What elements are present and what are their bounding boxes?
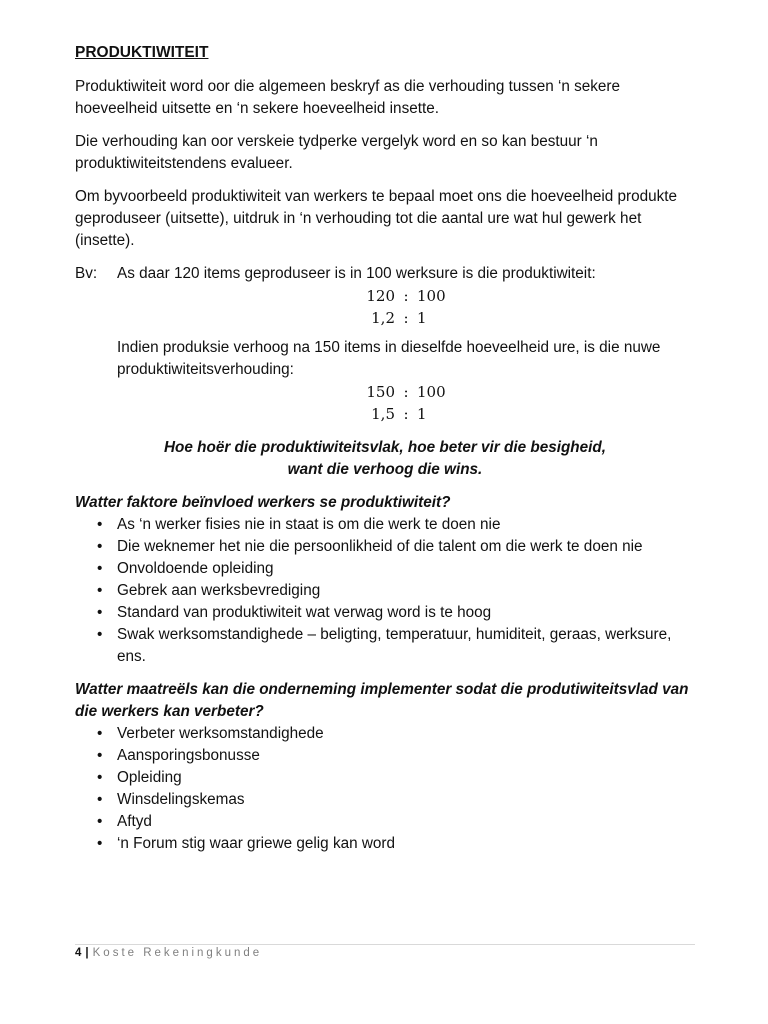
bullet-icon: • xyxy=(97,560,103,577)
ratio-left: 150 xyxy=(366,383,395,401)
bullet-icon: • xyxy=(97,604,103,621)
list-item: • Standard van produktiwiteit wat verwag word is te hoog xyxy=(75,602,695,624)
bullet-icon: • xyxy=(97,516,103,533)
list-item: • Onvoldoende opleiding xyxy=(75,558,695,580)
ratio-right: 100 xyxy=(417,383,446,401)
ratio-right: 1 xyxy=(417,309,427,327)
list-item: • Verbeter werksomstandighede xyxy=(75,723,695,745)
footer-divider xyxy=(75,944,695,945)
ratio-sep: : xyxy=(403,405,409,423)
list-item: • Aftyd xyxy=(75,811,695,833)
list-item: • Aansporingsbonusse xyxy=(75,745,695,767)
bullet-icon: • xyxy=(97,582,103,599)
ratio-left: 1,5 xyxy=(371,405,395,423)
bullet-icon: • xyxy=(97,538,103,555)
bullet-icon: • xyxy=(97,747,103,764)
question-factors: Watter faktore beïnvloed werkers se produktiwiteit? xyxy=(75,494,451,511)
footer-separator: | xyxy=(85,947,89,959)
ratio-right: 100 xyxy=(417,287,446,305)
list-item: • ‘n Forum stig waar griewe gelig kan word xyxy=(75,833,695,855)
ratio-left: 1,2 xyxy=(371,309,395,327)
factors-list xyxy=(75,514,695,668)
ratio-line xyxy=(117,307,695,329)
ratio-right: 1 xyxy=(417,405,427,423)
ratio-line xyxy=(117,403,695,425)
bullet-icon: • xyxy=(97,769,103,786)
ratio-sep: : xyxy=(403,309,409,327)
paragraph-comparison: Die verhouding kan oor verskeie tydperke vergelyk word en so kan bestuur ‘n produktiwiteitstendens evalueer. xyxy=(75,133,598,172)
example-label: Bv: xyxy=(75,265,98,282)
footer-text: Koste Rekeningkunde xyxy=(92,947,263,959)
measures-list xyxy=(75,723,695,855)
paragraph-example-intro: Om byvoorbeeld produktiwiteit van werkers te bepaal moet ons die hoeveelheid produkte geproduseer (uitsette), uitdruk in ‘n verhouding tot die aantal ure wat hul gewerk het (insette). xyxy=(75,188,678,249)
emphasis-statement xyxy=(75,437,695,481)
bullet-icon: • xyxy=(97,813,103,830)
page-title: PRODUKTIWITEIT xyxy=(75,44,209,61)
ratio-line xyxy=(117,285,695,307)
emphasis-line-2: want die verhoog die wins. xyxy=(287,461,483,478)
example-text-2: Indien produksie verhoog na 150 items in dieselfde hoeveelheid ure, is die nuwe produktiwiteitsverhouding: xyxy=(117,339,661,378)
page-footer xyxy=(75,947,262,959)
example-text-1: As daar 120 items geproduseer is in 100 werksure is die produktiwiteit: xyxy=(117,265,596,282)
document-page xyxy=(75,42,695,866)
list-item: • As ‘n werker fisies nie in staat is om die werk te doen nie xyxy=(75,514,695,536)
page-number: 4 xyxy=(75,947,82,959)
list-item: • Opleiding xyxy=(75,767,695,789)
list-item: • Die weknemer het nie die persoonlikheid of die talent om die werk te doen nie xyxy=(75,536,695,558)
bullet-icon: • xyxy=(97,835,103,852)
bullet-icon: • xyxy=(97,725,103,742)
ratio-sep: : xyxy=(403,383,409,401)
emphasis-line-1: Hoe hoër die produktiwiteitsvlak, hoe beter vir die besigheid, xyxy=(163,439,606,456)
list-item: • Swak werksomstandighede – beligting, temperatuur, humiditeit, geraas, werksure, ens. xyxy=(97,626,672,665)
list-item: • Gebrek aan werksbevrediging xyxy=(75,580,695,602)
bullet-icon: • xyxy=(97,791,103,808)
bullet-icon: • xyxy=(97,626,103,643)
ratio-sep: : xyxy=(403,287,409,305)
question-measures: Watter maatreëls kan die onderneming implementer sodat die produtiwiteitsvlad van die werkers kan verbeter? xyxy=(75,681,689,720)
ratio-left: 120 xyxy=(366,287,395,305)
example-block xyxy=(75,263,695,285)
paragraph-definition: Produktiwiteit word oor die algemeen beskryf as die verhouding tussen ‘n sekere hoeveelheid uitsette en ‘n sekere hoeveelheid insette. xyxy=(75,78,621,117)
list-item: • Winsdelingskemas xyxy=(75,789,695,811)
ratio-line xyxy=(117,381,695,403)
